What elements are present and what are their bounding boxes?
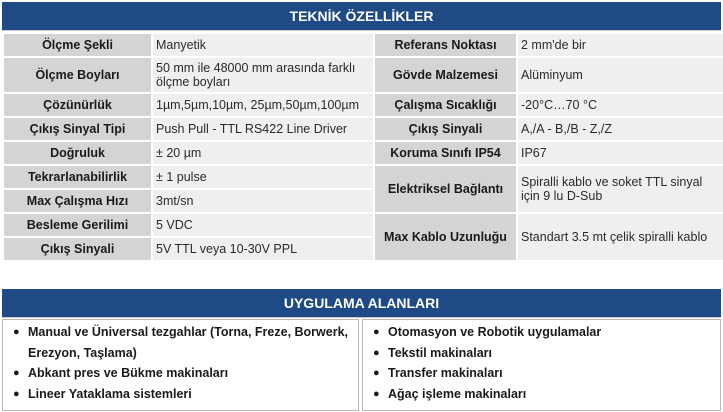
bullet-icon: ● (373, 387, 380, 400)
spec-label: Koruma Sınıfı IP54 (375, 142, 516, 164)
spec-value: Alüminyum (518, 58, 723, 92)
applications-list-left (2, 319, 359, 411)
spec-label: Çıkış Sinyal Tipi (4, 118, 151, 140)
table-row (4, 142, 723, 164)
list-item (13, 384, 358, 405)
spec-value: 50 mm ile 48000 mm arasında farklı ölçme boyları (153, 58, 373, 92)
spec-label: Elektriksel Bağlantı (375, 166, 516, 212)
spec-value: Push Pull - TTL RS422 Line Driver (153, 118, 373, 140)
spec-value: 2 mm'de bir (518, 34, 723, 56)
application-text: Otomasyon ve Robotik uygulamalar (388, 325, 602, 339)
list-item (373, 384, 720, 405)
bullet-icon: ● (373, 367, 380, 379)
spec-label: Doğruluk (4, 142, 151, 164)
list-item (13, 322, 358, 363)
application-text: Abkant pres ve Bükme makinaları (28, 366, 229, 380)
spec-value: 3mt/sn (153, 190, 373, 212)
bullet-icon: ● (13, 387, 20, 400)
list-item (13, 363, 358, 384)
application-text: Tekstil makinaları (388, 345, 492, 360)
spec-label: Çözünürlük (4, 94, 151, 116)
bullet-icon: ● (373, 346, 380, 359)
spec-label: Çıkış Sinyali (375, 118, 516, 140)
bullet-icon: ● (13, 367, 20, 379)
table-row (4, 166, 723, 188)
spec-value: IP67 (518, 142, 723, 164)
spec-value: Manyetik (153, 34, 373, 56)
spec-label: Max Çalışma Hızı (4, 190, 151, 212)
spec-label: Referans Noktası (375, 34, 516, 56)
list-item (373, 343, 720, 364)
table-row (4, 58, 723, 92)
list-item (373, 322, 720, 343)
spec-value: 5 VDC (153, 214, 373, 236)
applications-title: UYGULAMA ALANLARI (2, 289, 721, 318)
application-text: Manual ve Üniversal tezgahlar (Torna, Freze, Borwerk, Erezyon, Taşlama) (28, 325, 349, 360)
spec-label: Çalışma Sıcaklığı (375, 94, 516, 116)
applications-list-right (362, 319, 721, 411)
spec-value: Standart 3.5 mt çelik spiralli kablo (518, 214, 723, 260)
table-row (4, 34, 723, 56)
spec-value: -20°C…70 °C (518, 94, 723, 116)
spec-label: Max Kablo Uzunluğu (375, 214, 516, 260)
table-row (4, 94, 723, 116)
spec-value: 5V TTL veya 10-30V PPL (153, 238, 373, 260)
spec-value: ± 1 pulse (153, 166, 373, 188)
table-row (4, 214, 723, 236)
spec-value: 1µm,5µm,10µm, 25µm,50µm,100µm (153, 94, 373, 116)
technical-specs-title: TEKNİK ÖZELLİKLER (2, 2, 721, 31)
spec-value: ± 20 µm (153, 142, 373, 164)
list-item (373, 363, 720, 384)
application-text: Ağaç işleme makinaları (388, 386, 527, 401)
spec-label: Çıkış Sinyali (4, 238, 151, 260)
table-row (4, 118, 723, 140)
bullet-icon: ● (13, 326, 20, 338)
spec-label: Besleme Gerilimi (4, 214, 151, 236)
spec-value: Spiralli kablo ve soket TTL sinyal için 9 lu D-Sub (518, 166, 723, 212)
spec-label: Gövde Malzemesi (375, 58, 516, 92)
spec-label: Ölçme Boyları (4, 58, 151, 92)
technical-specs-table (2, 32, 723, 262)
application-text: Lineer Yataklama sistemleri (28, 386, 192, 401)
spec-label: Ölçme Şekli (4, 34, 151, 56)
application-text: Transfer makinaları (388, 366, 503, 380)
bullet-icon: ● (373, 326, 380, 338)
spec-value: A,/A - B,/B - Z,/Z (518, 118, 723, 140)
spec-label: Tekrarlanabilirlik (4, 166, 151, 188)
